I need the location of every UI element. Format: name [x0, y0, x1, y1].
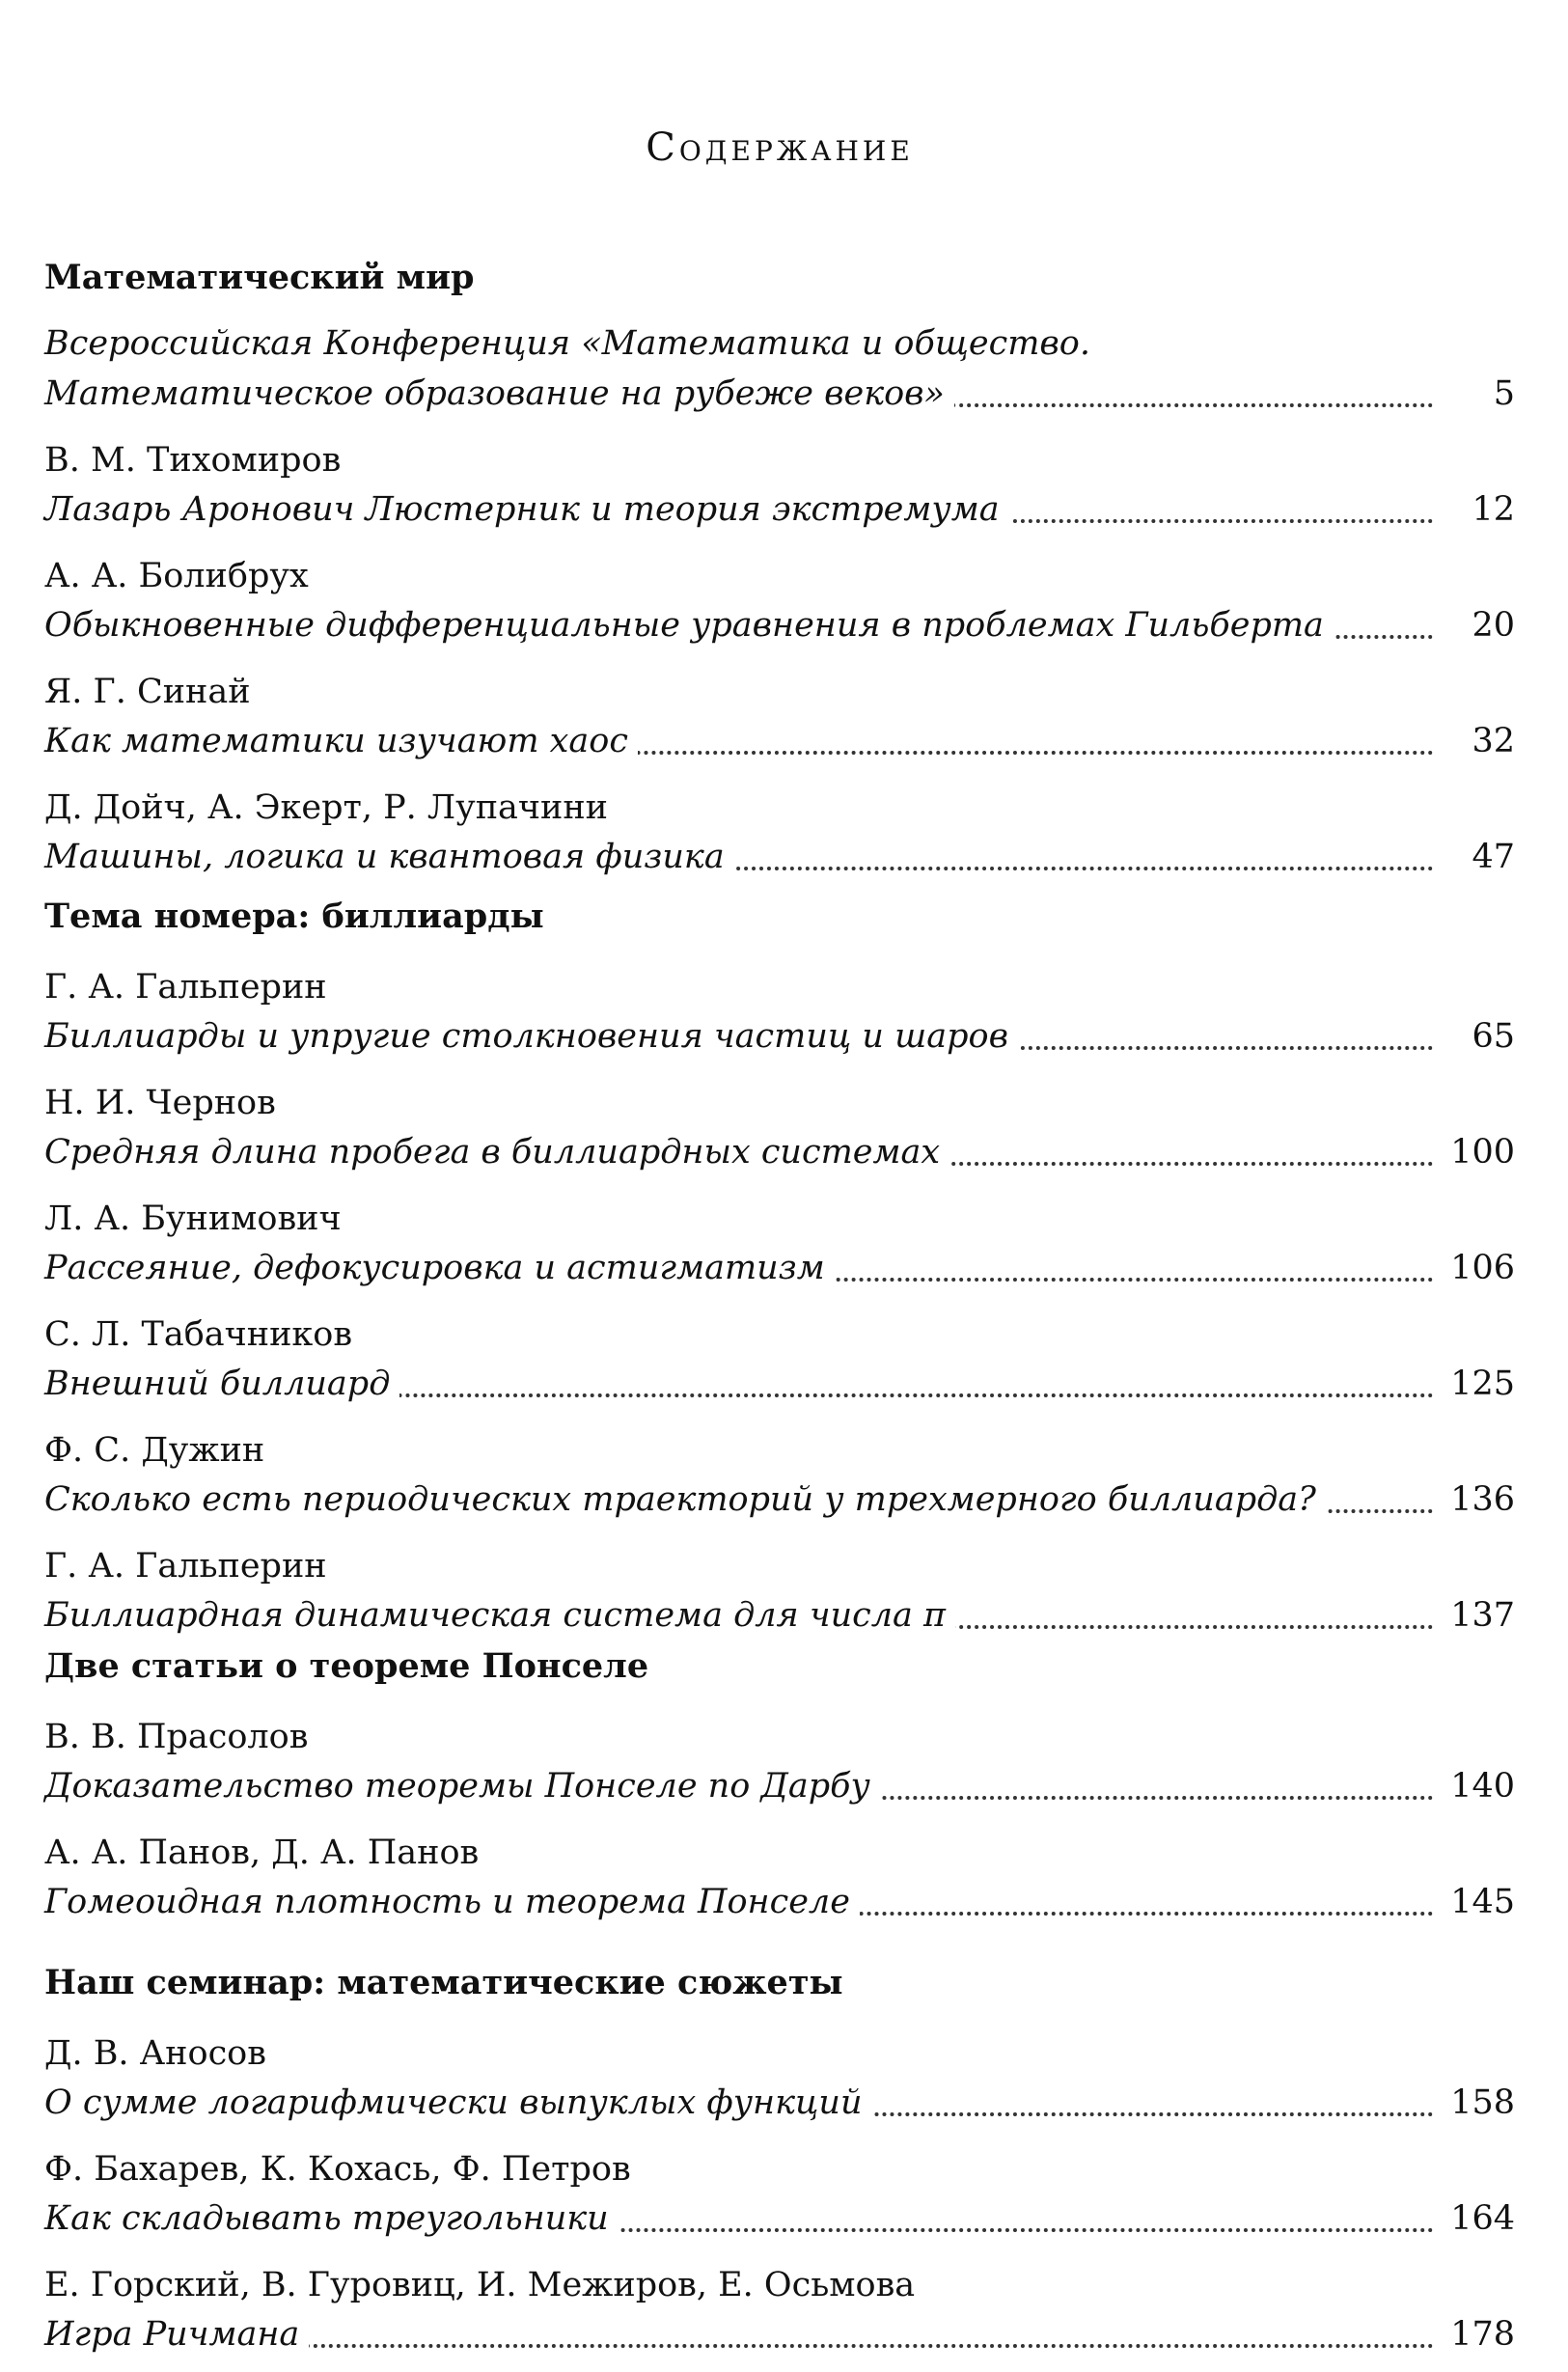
entry-title[interactable]: Внешний биллиард [44, 1365, 399, 1403]
toc-entry [44, 1195, 1515, 1293]
entry-title[interactable]: Лазарь Аронович Люстерник и теория экстремума [44, 490, 1009, 529]
entry-author: А. А. Болибрух [44, 557, 309, 595]
page-title: Содержание [646, 125, 914, 170]
toc-entry [44, 1079, 1515, 1177]
page-number: 140 [1438, 1761, 1515, 1811]
toc-entry [44, 552, 1515, 650]
entry-author: В. М. Тихомиров [44, 441, 342, 480]
entry-author: Д. В. Аносов [44, 2034, 266, 2073]
toc-entry [44, 668, 1515, 766]
entry-title-line [44, 1011, 1515, 1062]
entry-author: Г. А. Гальперин [44, 968, 327, 1007]
toc-entry [44, 1310, 1515, 1409]
entry-author: Я. Г. Синай [44, 673, 251, 711]
page-number: 178 [1438, 2309, 1515, 2359]
entry-title[interactable]: Средняя длина пробега в биллиардных системах [44, 1133, 949, 1172]
entry-title-line [44, 600, 1515, 650]
page-number: 137 [1438, 1590, 1515, 1641]
entry-title[interactable]: Доказательство теоремы Понселе по Дарбу [44, 1767, 880, 1806]
toc-entry [44, 318, 1515, 419]
page-number: 100 [1438, 1127, 1515, 1177]
entry-title-line [44, 369, 1515, 419]
section-billiards [44, 888, 1515, 1641]
toc-entry [44, 963, 1515, 1062]
entry-title-line [44, 318, 1515, 369]
section-poncelet [44, 1638, 1515, 1927]
entry-title-line [44, 2193, 1515, 2244]
section-heading: Наш семинар: математические сюжеты [44, 1963, 843, 2002]
entry-title-line [44, 1359, 1515, 1409]
entry-title-line [44, 1127, 1515, 1177]
entry-title[interactable]: Как складывать треугольники [44, 2199, 619, 2238]
page-number: 47 [1438, 832, 1515, 882]
toc-entry [44, 1426, 1515, 1525]
toc-entry [44, 436, 1515, 535]
entry-title[interactable]: Сколько есть периодических траекторий у трехмерного биллиарда? [44, 1480, 1326, 1519]
entry-author: Ф. С. Дужин [44, 1431, 265, 1470]
section-heading: Две статьи о теореме Понселе [44, 1646, 649, 1686]
entry-author: А. А. Панов, Д. А. Панов [44, 1834, 480, 1872]
entry-title[interactable]: Гомеоидная плотность и теорема Понселе [44, 1883, 860, 1921]
entry-title[interactable]: Как математики изучают хаос [44, 722, 638, 760]
toc-entry [44, 2145, 1515, 2244]
entry-title-line [44, 832, 1515, 882]
entry-title[interactable]: Биллиардная динамическая система для числа π [44, 1596, 955, 1635]
page-number: 164 [1438, 2193, 1515, 2244]
toc-entry [44, 1829, 1515, 1927]
page-number: 145 [1438, 1877, 1515, 1927]
entry-title-line [44, 1877, 1515, 1927]
toc-entry [44, 2261, 1515, 2359]
page-number: 12 [1438, 484, 1515, 535]
entry-title-line [44, 1243, 1515, 1293]
entry-author: В. В. Прасолов [44, 1718, 309, 1756]
entry-author: Л. А. Бунимович [44, 1200, 342, 1238]
page-number: 5 [1438, 369, 1515, 419]
page-number: 106 [1438, 1243, 1515, 1293]
entry-author: Н. И. Чернов [44, 1084, 276, 1122]
entry-title-line [44, 1761, 1515, 1811]
entry-title[interactable]: Обыкновенные дифференциальные уравнения в проблемах Гильберта [44, 606, 1334, 645]
toc-entry [44, 2029, 1515, 2128]
page-number: 32 [1438, 716, 1515, 766]
entry-author: Г. А. Гальперин [44, 1547, 327, 1586]
section-mathematical-world [44, 249, 1515, 882]
entry-title-line [44, 716, 1515, 766]
entry-title[interactable]: Всероссийская Конференция «Математика и общество. [44, 324, 1100, 363]
entry-title-line [44, 1590, 1515, 1641]
section-heading: Математический мир [44, 258, 475, 297]
toc-entry [44, 784, 1515, 882]
section-our-seminar [44, 1954, 1515, 2359]
page-number: 65 [1438, 1011, 1515, 1062]
entry-title[interactable]: Машины, логика и квантовая физика [44, 838, 734, 876]
entry-title[interactable]: Рассеяние, дефокусировка и астигматизм [44, 1249, 835, 1287]
page-number: 20 [1438, 600, 1515, 650]
entry-title[interactable]: Игра Ричмана [44, 2315, 309, 2354]
page-number: 125 [1438, 1359, 1515, 1409]
section-heading: Тема номера: биллиарды [44, 896, 544, 936]
entry-title-line [44, 2078, 1515, 2128]
entry-title-line [44, 484, 1515, 535]
entry-author: Д. Дойч, А. Экерт, Р. Лупачини [44, 788, 609, 827]
entry-title[interactable]: О сумме логарифмически выпуклых функций [44, 2083, 872, 2122]
entry-author: С. Л. Табачников [44, 1315, 353, 1354]
entry-title-line [44, 2309, 1515, 2359]
entry-title[interactable]: Биллиарды и упругие столкновения частиц и шаров [44, 1017, 1018, 1056]
entry-title-line [44, 1475, 1515, 1525]
entry-author: Е. Горский, В. Гуровиц, И. Межиров, Е. Осьмова [44, 2266, 916, 2304]
page-number: 136 [1438, 1475, 1515, 1525]
entry-title[interactable]: Математическое образование на рубеже веков» [44, 374, 954, 413]
toc-entry [44, 1542, 1515, 1641]
page-number: 158 [1438, 2078, 1515, 2128]
entry-author: Ф. Бахарев, К. Кохась, Ф. Петров [44, 2150, 631, 2189]
toc-entry [44, 1713, 1515, 1811]
